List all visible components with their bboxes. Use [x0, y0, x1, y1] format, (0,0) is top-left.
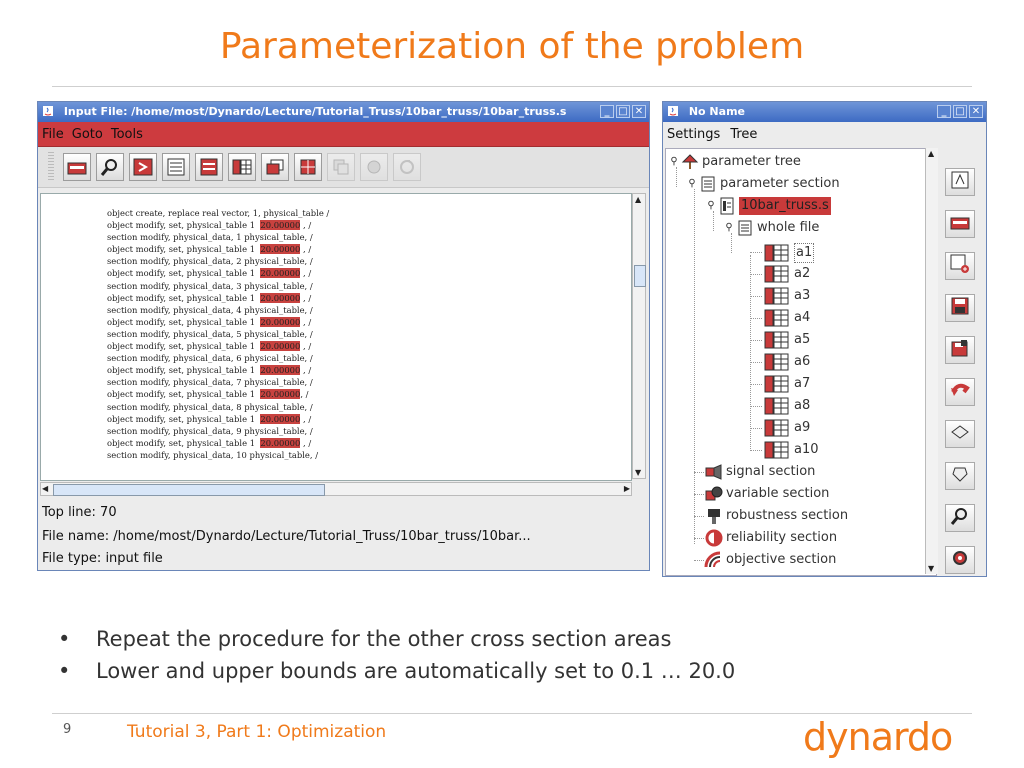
- tree-window-titlebar[interactable]: [663, 102, 986, 122]
- window-icon: [266, 159, 284, 175]
- close-button[interactable]: ✕: [632, 105, 646, 118]
- parameter-node-a6[interactable]: [762, 353, 810, 371]
- scroll-up-icon[interactable]: ▲: [635, 195, 642, 204]
- scroll-down-icon[interactable]: ▼: [928, 564, 935, 573]
- save-button[interactable]: [945, 294, 975, 322]
- parameter-label: a9: [794, 420, 811, 435]
- file-type-status: File type: input file: [42, 551, 163, 566]
- section-label: objective section: [726, 552, 837, 567]
- collapse-button[interactable]: [945, 420, 975, 448]
- dynardo-logo: [800, 712, 975, 762]
- menu-tree[interactable]: Tree: [730, 126, 758, 142]
- slide-title: Parameterization of the problem: [219, 26, 805, 67]
- top-line-status: Top line: 70: [42, 505, 117, 520]
- scroll-up-icon[interactable]: ▲: [928, 149, 935, 158]
- document-icon: [735, 219, 755, 237]
- parameter-value-highlight[interactable]: 20.00000: [260, 389, 301, 400]
- copy-icon: [333, 159, 349, 175]
- code-line: section modify, physical_data, 2 physical_table, /: [107, 256, 313, 267]
- search-button[interactable]: [945, 504, 975, 532]
- close-button[interactable]: ✕: [969, 105, 983, 118]
- horizontal-scroll-thumb[interactable]: [53, 484, 325, 496]
- parameter-value-highlight[interactable]: 20.00000: [260, 244, 301, 255]
- menu-settings[interactable]: Settings: [667, 126, 721, 142]
- parameter-value-highlight[interactable]: 20.00000: [260, 437, 301, 448]
- collapse-icon: [950, 424, 970, 444]
- parameter-value-highlight[interactable]: 20.00000: [260, 292, 301, 303]
- open-folder-button[interactable]: [63, 153, 91, 181]
- minimize-button[interactable]: _: [600, 105, 614, 118]
- toolbar-grip[interactable]: [48, 152, 54, 182]
- search-icon: [100, 157, 120, 177]
- parameter-node-a9[interactable]: [762, 419, 810, 437]
- parameter-icon: [762, 441, 792, 459]
- file-name-status: File name: /home/most/Dynardo/Lecture/Tutorial_Truss/10bar_truss/10bar...: [42, 529, 531, 544]
- run-icon: [133, 158, 153, 176]
- parameter-value-highlight[interactable]: 20.00000: [260, 365, 301, 376]
- tree-icon: [680, 153, 700, 171]
- parameter-icon: [762, 331, 792, 349]
- code-line: section modify, physical_data, 9 physical_table, /: [107, 425, 313, 436]
- copy-button[interactable]: [327, 153, 355, 181]
- vertical-scroll-thumb[interactable]: [634, 265, 646, 287]
- code-line: section modify, physical_data, 7 physical_table, /: [107, 377, 313, 388]
- stack-button[interactable]: [195, 153, 223, 181]
- expand-button[interactable]: [945, 462, 975, 490]
- variable-section-node[interactable]: [704, 485, 829, 503]
- menu-tools[interactable]: Tools: [110, 126, 143, 142]
- table-icon: [232, 159, 252, 175]
- search-icon: [950, 506, 970, 530]
- section-label: reliability section: [726, 530, 838, 545]
- whole-file-label: whole file: [757, 220, 820, 235]
- undo-button[interactable]: [945, 378, 975, 406]
- expand-toggle-icon[interactable]: ⚲: [725, 222, 733, 233]
- parameter-node-a10[interactable]: [762, 441, 819, 459]
- parameter-label: a10: [794, 442, 819, 457]
- expand-toggle-icon[interactable]: ⚲: [670, 156, 678, 167]
- list-icon: [167, 158, 185, 176]
- input-window-title: Input File: /home/most/Dynardo/Lecture/Tutorial_Truss/10bar_truss/10bar_truss.s: [63, 105, 567, 118]
- section-label: variable section: [726, 486, 830, 501]
- folder-button[interactable]: [945, 210, 975, 238]
- parameter-tree[interactable]: [665, 148, 937, 576]
- input-toolbar: [38, 147, 649, 188]
- code-vertical-scrollbar[interactable]: [632, 193, 646, 479]
- parameter-label: a8: [794, 398, 811, 413]
- refresh-icon: [399, 159, 415, 175]
- code-line: object modify, set, physical_table 1 20.00000 , /: [107, 292, 312, 303]
- code-line: object create, replace real vector, 1, physical_table /: [107, 208, 330, 218]
- input-window-titlebar[interactable]: [38, 102, 649, 122]
- code-line: section modify, physical_data, 5 physical_table, /: [107, 328, 313, 339]
- window-button[interactable]: [261, 153, 289, 181]
- parameter-value-highlight[interactable]: 20.00000: [260, 268, 301, 279]
- signal-section-node[interactable]: [704, 463, 815, 481]
- title-divider: [52, 86, 972, 87]
- save-icon: [951, 297, 969, 319]
- tree-button[interactable]: [945, 168, 975, 196]
- open-folder-icon: [67, 159, 87, 175]
- code-line: object modify, set, physical_table 1 20.00000 , /: [107, 365, 312, 376]
- stack-icon: [200, 158, 218, 176]
- code-line: object modify, set, physical_table 1 20.00000 , /: [107, 268, 312, 279]
- code-line: section modify, physical_data, 6 physical_table, /: [107, 353, 313, 364]
- code-line: object modify, set, physical_table 1 20.00000 , /: [107, 220, 312, 231]
- parameter-icon: [762, 397, 792, 415]
- bullet-item: • Repeat the procedure for the other cross section areas: [58, 627, 672, 651]
- parameter-label: a4: [794, 310, 811, 325]
- code-line: object modify, set, physical_table 1 20.00000 , /: [107, 437, 312, 448]
- parameter-tree-window: [662, 101, 987, 577]
- parameter-value-highlight[interactable]: 20.00000: [260, 316, 301, 327]
- section-label: signal section: [726, 464, 816, 479]
- parameter-node-a4[interactable]: [762, 309, 810, 327]
- code-line: object modify, set, physical_table 1 20.00000 , /: [107, 341, 312, 352]
- folder-icon: [950, 215, 970, 234]
- list-button[interactable]: [162, 153, 190, 181]
- parameter-label: a6: [794, 354, 811, 369]
- parameter-icon: [762, 353, 792, 371]
- parameter-value-highlight[interactable]: 20.00000: [260, 341, 301, 352]
- whole-file-node[interactable]: [725, 219, 819, 237]
- parameter-section-node[interactable]: [688, 175, 840, 193]
- refresh-button[interactable]: [393, 153, 421, 181]
- parameter-node-a2[interactable]: [762, 265, 810, 283]
- java-icon: [667, 105, 679, 117]
- parameter-icon: [762, 309, 792, 327]
- parameter-node-a5[interactable]: [762, 331, 810, 349]
- save-as-button[interactable]: [945, 336, 975, 364]
- parameter-node-a7[interactable]: [762, 375, 810, 393]
- code-line: section modify, physical_data, 4 physical_table, /: [107, 304, 313, 315]
- tree-root[interactable]: [670, 153, 801, 171]
- input-file-label: 10bar_truss.s: [741, 198, 829, 213]
- parameter-icon: [762, 244, 792, 262]
- maximize-button[interactable]: □: [953, 105, 967, 118]
- parameter-node-a8[interactable]: [762, 397, 810, 415]
- expand-toggle-icon[interactable]: ⚲: [707, 200, 715, 211]
- parameter-section-label: parameter section: [720, 176, 840, 191]
- gear-button[interactable]: [945, 546, 975, 574]
- variable-icon: [704, 485, 724, 503]
- robustness-section-node[interactable]: [704, 507, 848, 525]
- save-as-icon: [951, 339, 969, 361]
- parameter-node-a3[interactable]: [762, 287, 810, 305]
- parameter-node-a1[interactable]: [762, 243, 814, 263]
- parameter-icon: [762, 375, 792, 393]
- reliability-section-node[interactable]: [704, 529, 837, 547]
- file-icon: [717, 197, 737, 215]
- scroll-left-icon[interactable]: ◀: [42, 484, 49, 493]
- code-line: section modify, physical_data, 1 physical_table, /: [107, 232, 313, 243]
- parameter-icon: [762, 287, 792, 305]
- input-file-node[interactable]: [707, 197, 831, 215]
- parameter-icon: [762, 265, 792, 283]
- signal-icon: [704, 463, 724, 481]
- code-editor[interactable]: [40, 193, 632, 481]
- section-label: robustness section: [726, 508, 849, 523]
- undo-icon: [950, 382, 970, 402]
- parameter-label: a1: [794, 243, 814, 263]
- parameter-value-highlight[interactable]: 20.00000: [260, 220, 301, 231]
- bullet-item: • Lower and upper bounds are automatically set to 0.1 … 20.0: [58, 659, 736, 683]
- gear-icon: [951, 549, 969, 571]
- add-node-icon: [950, 254, 970, 278]
- code-line: object modify, set, physical_table 1 20.00000 , /: [107, 413, 312, 424]
- tree-side-toolbar: [941, 152, 983, 572]
- parameter-label: a5: [794, 332, 811, 347]
- code-horizontal-scrollbar[interactable]: [40, 482, 632, 496]
- code-line: section modify, physical_data, 3 physical_table, /: [107, 280, 313, 291]
- code-lines: [107, 207, 329, 461]
- maximize-button[interactable]: □: [616, 105, 630, 118]
- reliability-icon: [704, 529, 724, 547]
- parameter-label: a7: [794, 376, 811, 391]
- footer-text: Tutorial 3, Part 1: Optimization: [127, 722, 387, 742]
- java-icon: [42, 105, 54, 117]
- add-node-button[interactable]: [945, 252, 975, 280]
- objective-section-node[interactable]: [704, 551, 836, 569]
- code-line: section modify, physical_data, 10 physical_table, /: [107, 449, 319, 460]
- page-number: 9: [63, 722, 72, 737]
- tree-window-title: No Name: [688, 105, 745, 118]
- code-line: section modify, physical_data, 8 physical_table, /: [107, 401, 313, 412]
- tree-icon: [951, 171, 969, 193]
- circle-icon: [366, 159, 382, 175]
- objective-icon: [704, 551, 724, 569]
- minimize-button[interactable]: _: [937, 105, 951, 118]
- code-line: object modify, set, physical_table 1 20.00000, /: [107, 389, 309, 400]
- circle-button[interactable]: [360, 153, 388, 181]
- search-button[interactable]: [96, 153, 124, 181]
- parameter-label: a2: [794, 266, 811, 281]
- code-line: object modify, set, physical_table 1 20.00000 , /: [107, 316, 312, 327]
- svg-text:dynardo: dynardo: [803, 715, 953, 759]
- document-icon: [698, 175, 718, 193]
- tree-menubar: [663, 122, 986, 146]
- expand-icon: [951, 466, 969, 486]
- menu-goto[interactable]: Goto: [71, 126, 103, 142]
- scroll-right-icon[interactable]: ▶: [623, 484, 630, 493]
- code-line: object modify, set, physical_table 1 20.00000 , /: [107, 244, 312, 255]
- tree-vertical-scrollbar[interactable]: [925, 148, 938, 574]
- parameter-icon: [762, 419, 792, 437]
- tree-root-label: parameter tree: [702, 154, 801, 169]
- robustness-icon: [704, 507, 724, 525]
- input-file-window: [37, 101, 650, 571]
- table-button[interactable]: [228, 153, 256, 181]
- scroll-down-icon[interactable]: ▼: [635, 468, 642, 477]
- input-menubar: [38, 122, 649, 147]
- grid-button[interactable]: [294, 153, 322, 181]
- parameter-value-highlight[interactable]: 20.00000: [260, 413, 301, 424]
- parameter-label: a3: [794, 288, 811, 303]
- grid-icon: [300, 159, 316, 175]
- run-button[interactable]: [129, 153, 157, 181]
- menu-file[interactable]: File: [42, 126, 64, 142]
- expand-toggle-icon[interactable]: ⚲: [688, 178, 696, 189]
